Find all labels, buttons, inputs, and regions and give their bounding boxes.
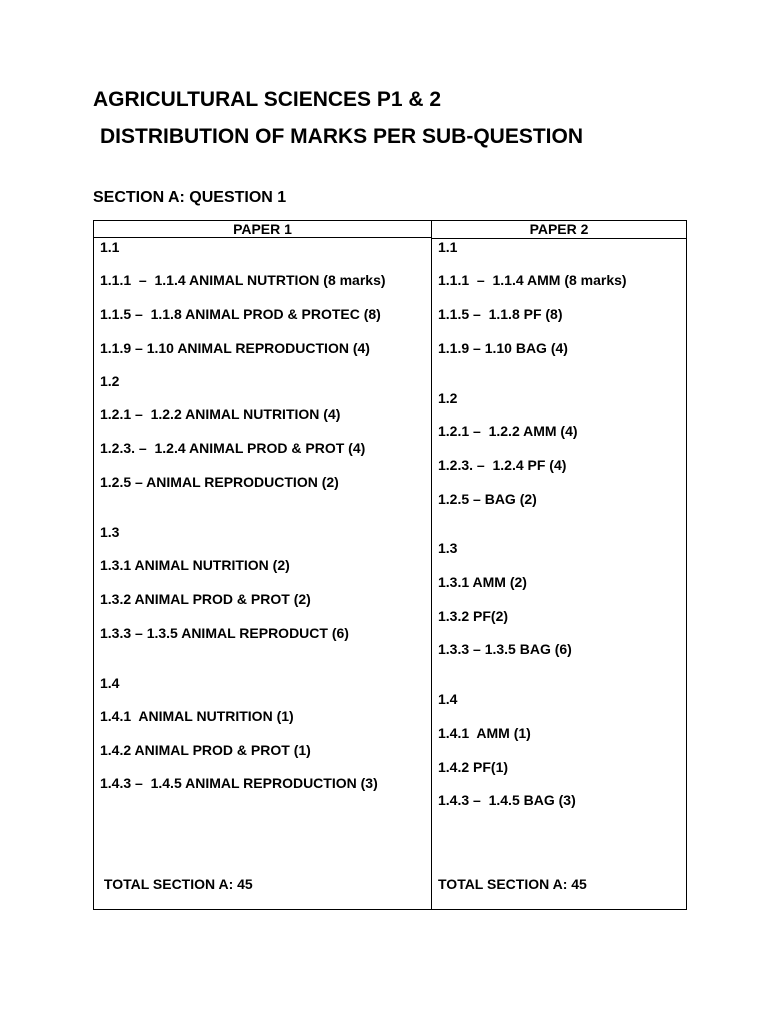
paper2-line: 1.3 <box>438 540 458 556</box>
paper1-line: 1.3.2 ANIMAL PROD & PROT (2) <box>100 591 311 607</box>
column-divider <box>431 238 432 909</box>
paper1-header: PAPER 1 <box>94 221 432 238</box>
paper2-line: 1.3.1 AMM (2) <box>438 574 527 590</box>
paper1-line: 1.4.3 – 1.4.5 ANIMAL REPRODUCTION (3) <box>100 775 378 791</box>
paper1-line: 1.4.2 ANIMAL PROD & PROT (1) <box>100 742 311 758</box>
section-heading: SECTION A: QUESTION 1 <box>93 189 287 206</box>
paper1-line: 1.2.5 – ANIMAL REPRODUCTION (2) <box>100 474 339 490</box>
paper2-line: 1.3.2 PF(2) <box>438 608 509 624</box>
paper2-line: 1.3.3 – 1.3.5 BAG (6) <box>438 641 572 657</box>
paper1-line: 1.1.5 – 1.1.8 ANIMAL PROD & PROTEC (8) <box>100 306 381 322</box>
paper1-line: 1.3.3 – 1.3.5 ANIMAL REPRODUCT (6) <box>100 625 349 641</box>
paper1-line: 1.3 <box>100 524 120 540</box>
paper2-line: 1.4 <box>438 691 458 707</box>
paper2-line: 1.4.3 – 1.4.5 BAG (3) <box>438 792 576 808</box>
paper2-line: 1.4.1 AMM (1) <box>438 725 531 741</box>
paper1-line: 1.1.9 – 1.10 ANIMAL REPRODUCTION (4) <box>100 340 370 356</box>
document-title: AGRICULTURAL SCIENCES P1 & 2 <box>93 88 442 111</box>
paper2-total: TOTAL SECTION A: 45 <box>438 876 587 892</box>
paper1-line: 1.4 <box>100 675 120 691</box>
paper1-line: 1.2.1 – 1.2.2 ANIMAL NUTRITION (4) <box>100 406 341 422</box>
paper2-line: 1.2 <box>438 390 458 406</box>
paper2-line: 1.4.2 PF(1) <box>438 759 509 775</box>
document-subtitle: DISTRIBUTION OF MARKS PER SUB-QUESTION <box>100 125 584 148</box>
paper1-line: 1.3.1 ANIMAL NUTRITION (2) <box>100 557 290 573</box>
paper1-line: 1.2.3. – 1.2.4 ANIMAL PROD & PROT (4) <box>100 440 366 456</box>
paper2-line: 1.1.5 – 1.1.8 PF (8) <box>438 306 563 322</box>
paper2-line: 1.2.5 – BAG (2) <box>438 491 537 507</box>
paper2-header: PAPER 2 <box>432 221 686 239</box>
paper2-line: 1.1 <box>438 239 458 255</box>
paper1-line: 1.1.1 – 1.1.4 ANIMAL NUTRTION (8 marks) <box>100 272 386 288</box>
paper2-line: 1.1.9 – 1.10 BAG (4) <box>438 340 568 356</box>
paper2-line: 1.2.3. – 1.2.4 PF (4) <box>438 457 567 473</box>
paper2-line: 1.1.1 – 1.1.4 AMM (8 marks) <box>438 272 627 288</box>
paper1-line: 1.4.1 ANIMAL NUTRITION (1) <box>100 708 294 724</box>
paper2-line: 1.2.1 – 1.2.2 AMM (4) <box>438 423 578 439</box>
paper1-line: 1.1 <box>100 239 120 255</box>
paper1-line: 1.2 <box>100 373 120 389</box>
paper1-total: TOTAL SECTION A: 45 <box>100 876 253 892</box>
marks-table <box>93 220 687 910</box>
